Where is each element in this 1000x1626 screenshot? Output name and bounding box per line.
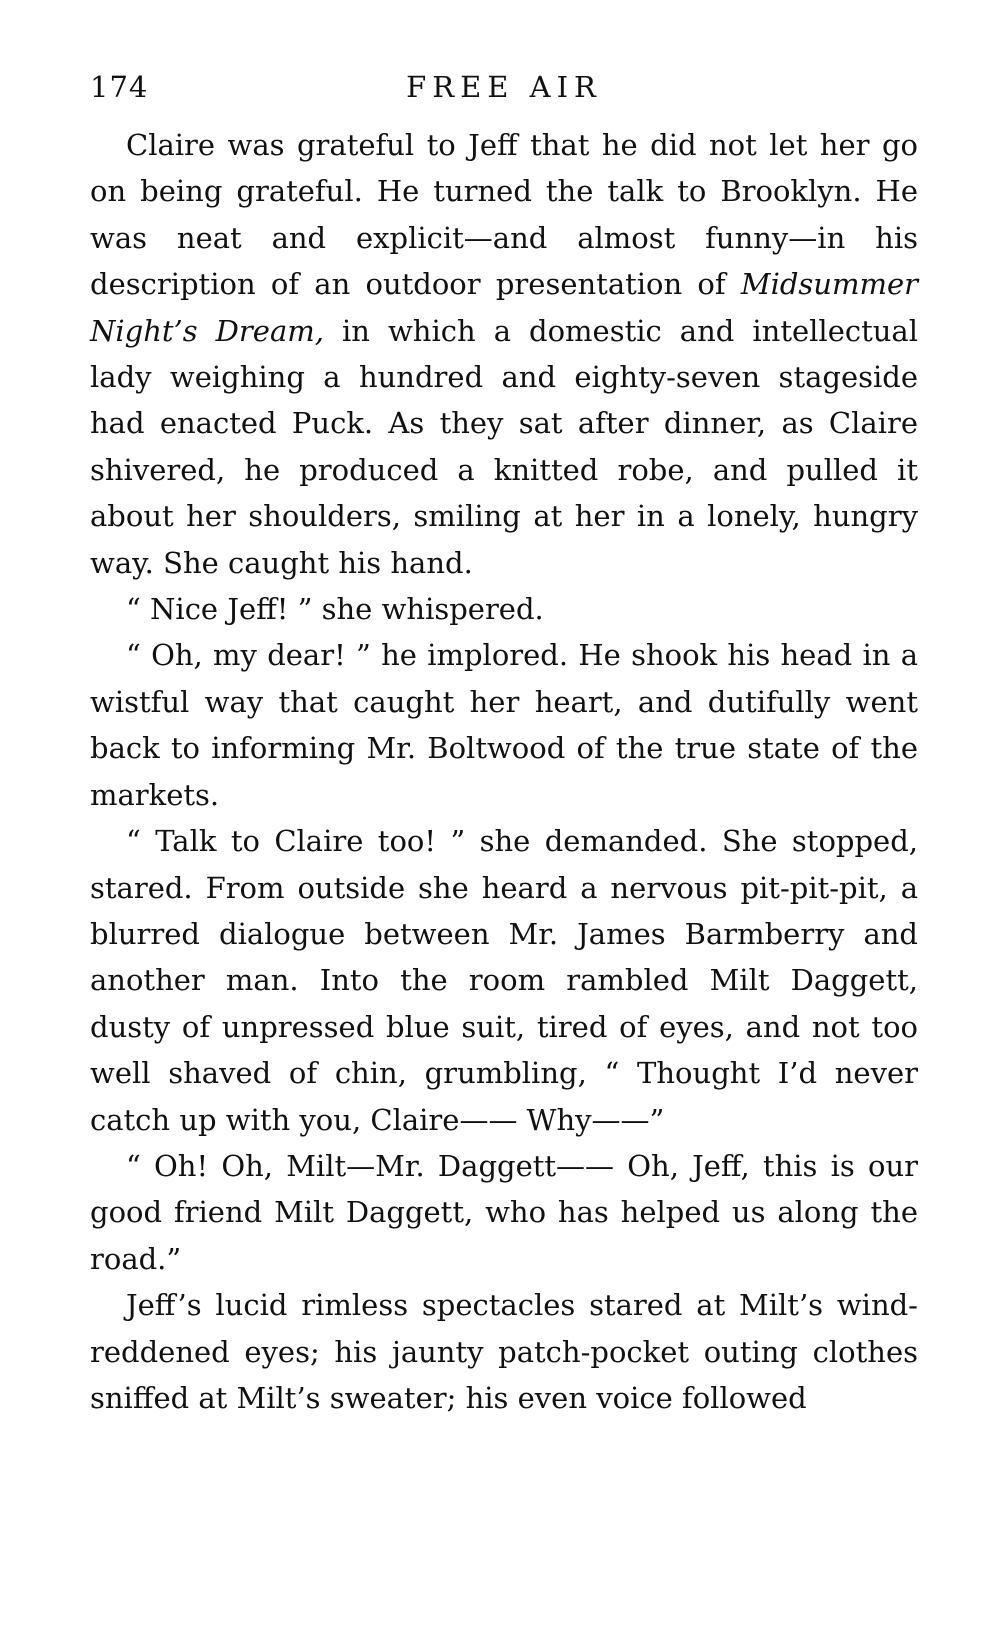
page-number: 174 (90, 70, 149, 104)
paragraph (90, 122, 918, 586)
paragraph: “ Oh! Oh, Milt—Mr. Daggett—— Oh, Jeff, this is our good friend Milt Daggett, who has helped us along the road.” (90, 1148, 918, 1276)
body-text (90, 122, 918, 1421)
paragraph-text: Claire was grateful to Jeff that he did not let her go on being grateful. He turned the talk to Brooklyn. He was neat and explicit—and almost funny—in his description of an outdoor presentation of (90, 128, 918, 302)
italic-title: Midsummer Night’s Dream, (90, 267, 918, 348)
paragraph: “ Nice Jeff! ” she whispered. (126, 592, 544, 627)
paragraph: “ Oh, my dear! ” he implored. He shook his head in a wistful way that caught her heart, and dutifully went back to informing Mr. Boltwood of the true state of the markets. (90, 638, 918, 812)
page-header (90, 70, 918, 110)
running-head: FREE AIR (406, 70, 602, 104)
paragraph: “ Talk to Claire too! ” she demanded. She stopped, stared. From outside she heard a nervous pit-pit-pit, a blurred dialogue between Mr. James Barmberry and another man. Into the room rambled Milt Daggett, dusty of unpressed blue suit, tired of eyes, and not too well shaved of chin, grumbling, “ Thought I’d never catch up with you, Claire—— Why——” (90, 824, 918, 1137)
paragraph: Jeff’s lucid rimless spectacles stared at Milt’s wind-reddened eyes; his jaunty patch-pocket outing clothes sniffed at Milt’s sweater; his even voice followed (90, 1288, 918, 1415)
paragraph-text: in which a domestic and intellectual lady weighing a hundred and eighty-seven stageside had enacted Puck. As they sat after dinner, as Claire shivered, he produced a knitted robe, and pulled it about her shoulders, smiling at her in a lonely, hungry way. She caught his hand. (90, 313, 918, 580)
